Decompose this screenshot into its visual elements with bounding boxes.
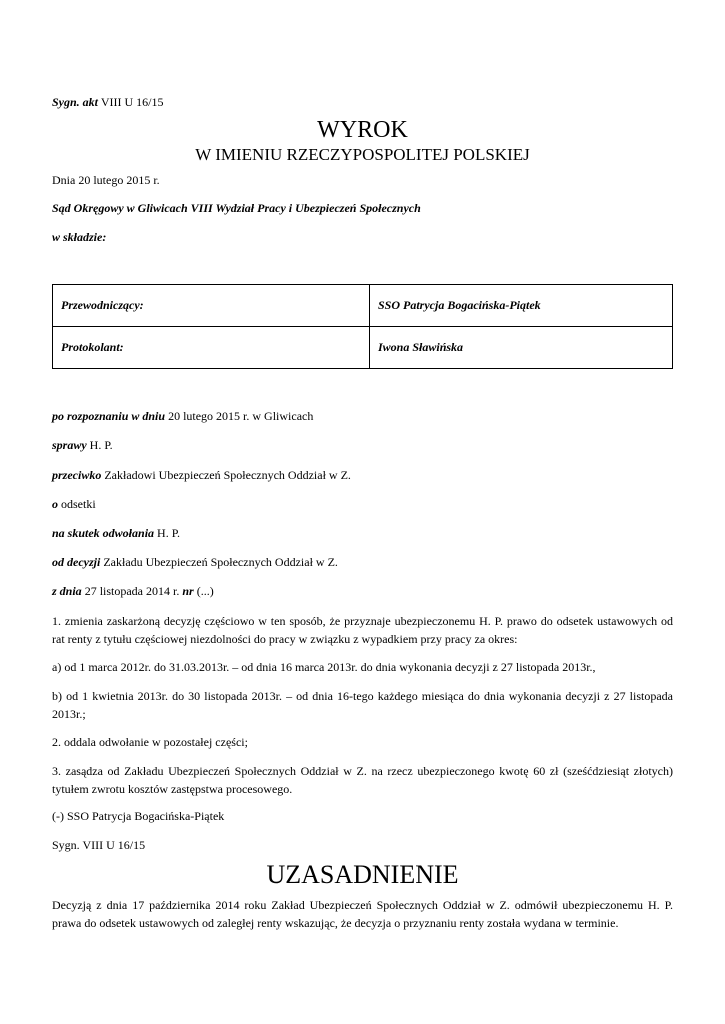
detail-o [52, 496, 96, 512]
composition-person: Iwona Sławińska [370, 327, 673, 369]
detail-label: po rozpoznaniu w dniu [52, 409, 166, 423]
detail-value: 20 lutego 2015 r. w Gliwicach [168, 409, 314, 423]
case-signature [52, 94, 163, 110]
detail-value: 27 listopada 2014 r. [84, 584, 180, 598]
signature: (-) SSO Patrycja Bogacińska-Piątek [52, 809, 225, 823]
document-title: WYROK [317, 117, 408, 143]
detail-value: H. P. [157, 526, 181, 540]
ruling-point-b: b) od 1 kwietnia 2013r. do 30 listopada 2013r. – od dnia 16-tego każdego miesiąca do dnia wykonania decyzji z 27 listopada 2013r.; [52, 689, 673, 721]
ruling-point-2: 2. oddala odwołanie w pozostałej części; [52, 735, 248, 749]
detail-przeciwko [52, 467, 351, 483]
detail-label: o [52, 497, 58, 511]
detail-value: Zakładowi Ubezpieczeń Społecznych Oddział w Z. [104, 468, 351, 482]
ruling-point-3: 3. zasądza od Zakładu Ubezpieczeń Społecznych Oddział w Z. na rzecz ubezpieczonego kwotę 60 zł (sześćdziesiąt złotych) tytułem zwrotu kosztów zastępstwa procesowego. [52, 764, 673, 796]
table-row [53, 327, 673, 369]
detail-zdnia [52, 583, 214, 599]
detail-label: z dnia [52, 584, 82, 598]
detail-rozpoznanie [52, 408, 313, 424]
detail-label: na skutek odwołania [52, 526, 155, 540]
case-signature-2: Sygn. VIII U 16/15 [52, 838, 146, 852]
justification-title: UZASADNIENIE [266, 860, 459, 889]
detail-value: odsetki [61, 497, 96, 511]
detail-label: przeciwko [52, 468, 102, 482]
ruling-point-a: a) od 1 marca 2012r. do 31.03.2013r. – od dnia 16 marca 2013r. do dnia wykonania decyzji z 27 listopada 2013r., [52, 660, 596, 674]
composition-label: w składzie: [52, 230, 107, 244]
case-signature-value: VIII U 16/15 [100, 95, 164, 109]
composition-person: SSO Patrycja Bogacińska-Piątek [370, 285, 673, 327]
judgment-date: Dnia 20 lutego 2015 r. [52, 173, 160, 187]
detail-label: sprawy [52, 438, 87, 452]
detail-odwolanie [52, 525, 180, 541]
detail-value: (...) [196, 584, 214, 598]
detail-label: nr [182, 584, 194, 598]
court-name: Sąd Okręgowy w Gliwicach VIII Wydział Pracy i Ubezpieczeń Społecznych [52, 201, 421, 215]
detail-label: od decyzji [52, 555, 101, 569]
detail-value: H. P. [89, 438, 113, 452]
table-row [53, 285, 673, 327]
detail-sprawy [52, 437, 113, 453]
case-signature-label: Sygn. akt [52, 95, 99, 109]
ruling-point-1: 1. zmienia zaskarżoną decyzję częściowo w ten sposób, że przyznaje ubezpieczonemu H. P. prawo do odsetek ustawowych od rat renty z tytułu częściowej niezdolności do pracy w związku z wypadkiem przy pracy za okres: [52, 614, 673, 646]
detail-value: Zakładu Ubezpieczeń Społecznych Oddział w Z. [103, 555, 338, 569]
composition-table [52, 284, 673, 369]
justification-text: Decyzją z dnia 17 października 2014 roku Zakład Ubezpieczeń Społecznych Oddział w Z. odmówił ubezpieczonemu H. P. prawa do odsetek ustawowych od zaległej renty wskazując, że decyzja o przyznaniu renty została wydana w terminie. [52, 898, 673, 930]
detail-decyzja [52, 554, 338, 570]
document-subtitle: W IMIENIU RZECZYPOSPOLITEJ POLSKIEJ [195, 145, 530, 164]
composition-role: Protokolant: [53, 327, 370, 369]
composition-role: Przewodniczący: [53, 285, 370, 327]
